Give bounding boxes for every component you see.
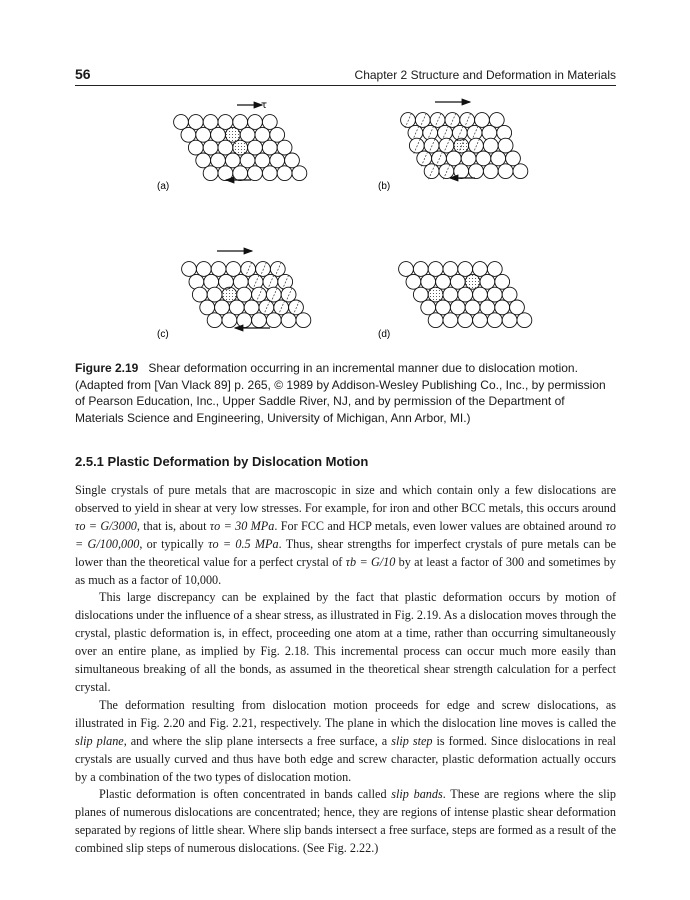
running-head: Chapter 2 Structure and Deformation in Materials bbox=[354, 68, 616, 82]
atom bbox=[469, 164, 484, 179]
atom bbox=[203, 115, 218, 130]
atom bbox=[248, 166, 263, 181]
atom bbox=[483, 164, 498, 179]
atom bbox=[406, 274, 421, 289]
paragraph-3: The deformation resulting from dislocation motion proceeds for edge and screw dislocations, as illustrated in Fig. 2.20 and Fig. 2.21, respectively. The plane in which the dislocation line moves is called the slip plane, and where the slip plane intersects a free surface, a slip step is formed. Since dislocations in real crystals are usually curved and thus have both edge and screw character, plastic deformation actually occurs by a combination of the two types of dislocation motion. bbox=[75, 697, 616, 784]
atom bbox=[196, 262, 211, 277]
atom bbox=[259, 300, 274, 315]
atom bbox=[475, 113, 490, 128]
atom bbox=[473, 262, 488, 277]
atom bbox=[241, 262, 256, 277]
atom bbox=[495, 300, 510, 315]
atom bbox=[473, 287, 488, 302]
atom bbox=[443, 313, 458, 328]
atom bbox=[483, 138, 498, 153]
atom bbox=[487, 262, 502, 277]
figure-credit: (Adapted from [Van Vlack 89] p. 265, © 1989 by Addison-Wesley Publishing Co., Inc., by permission of Pearson Education, Inc., Upper Saddle River, NJ, and by permission of the Department of Materials Science and Engineering, University of Michigan, Ann Arbor, MI.) bbox=[75, 377, 606, 425]
atom bbox=[274, 300, 289, 315]
atom bbox=[446, 151, 461, 166]
shear-deformation-diagram bbox=[75, 88, 616, 350]
atom bbox=[203, 166, 218, 181]
atom bbox=[196, 127, 211, 142]
atom bbox=[424, 164, 439, 179]
atom bbox=[211, 262, 226, 277]
atom bbox=[513, 164, 528, 179]
panel-label: (b) bbox=[378, 181, 391, 192]
atom bbox=[240, 153, 255, 168]
atom bbox=[439, 138, 454, 153]
atom bbox=[277, 166, 292, 181]
atom bbox=[458, 262, 473, 277]
atom bbox=[277, 140, 292, 155]
atom-lattice bbox=[174, 115, 307, 181]
atom bbox=[424, 138, 439, 153]
atom bbox=[244, 300, 259, 315]
atom bbox=[436, 300, 451, 315]
figure-2-19 bbox=[75, 88, 616, 350]
atom bbox=[252, 287, 267, 302]
atom bbox=[445, 113, 460, 128]
atom bbox=[491, 151, 506, 166]
atom bbox=[296, 313, 311, 328]
atom bbox=[465, 300, 480, 315]
atom bbox=[417, 151, 432, 166]
atom bbox=[256, 262, 271, 277]
atom bbox=[188, 115, 203, 130]
atom bbox=[458, 287, 473, 302]
atom bbox=[450, 300, 465, 315]
atom bbox=[415, 113, 430, 128]
atom bbox=[498, 138, 513, 153]
atom bbox=[439, 164, 454, 179]
atom bbox=[211, 153, 226, 168]
atom bbox=[498, 164, 513, 179]
atom bbox=[218, 166, 233, 181]
panel-a bbox=[157, 100, 307, 192]
atom bbox=[237, 287, 252, 302]
atom bbox=[517, 313, 532, 328]
atom bbox=[510, 300, 525, 315]
atom bbox=[270, 262, 285, 277]
atom bbox=[200, 300, 215, 315]
atom bbox=[266, 287, 281, 302]
atom bbox=[480, 300, 495, 315]
atom bbox=[222, 313, 237, 328]
atom bbox=[203, 140, 218, 155]
panel-b bbox=[378, 102, 528, 192]
atom bbox=[413, 262, 428, 277]
atom bbox=[181, 127, 196, 142]
atom bbox=[421, 274, 436, 289]
atom bbox=[432, 151, 447, 166]
atom bbox=[461, 151, 476, 166]
atom bbox=[443, 262, 458, 277]
atom-lattice bbox=[182, 261, 311, 328]
atom bbox=[252, 313, 267, 328]
atom bbox=[262, 115, 277, 130]
header-rule bbox=[75, 85, 616, 86]
dislocation-atom bbox=[428, 287, 443, 302]
atom bbox=[473, 313, 488, 328]
paragraph-4: Plastic deformation is often concentrated in bands called slip bands. These are regions where the slip planes of numerous dislocations are concentrated; hence, they are regions of intense plastic shear deformation separated by regions of little shear. Where slip bands intersect a free surface, steps are formed as a result of the combined slip steps of numerous dislocations. (See Fig. 2.22.) bbox=[75, 787, 616, 856]
figure-label: Figure 2.19 bbox=[75, 361, 139, 375]
atom bbox=[248, 115, 263, 130]
paragraph-1: Single crystals of pure metals that are macroscopic in size and which contain only a few dislocations are observed to yield in shear at very low stresses. For example, for iron and other BCC metals, this occurs around τo = G/3000, that is, about τo = 30 MPa. For FCC and HCP metals, even lower values are obtained around τo = G/100,000, or typically τo = 0.5 MPa. Thus, shear strengths for imperfect crystals of pure metals can be lower than the theoretical value for a perfect crystal of τb = G/10 by at least a factor of 300 and sometimes by as much as a factor of 10,000. bbox=[75, 483, 617, 587]
atom bbox=[270, 127, 285, 142]
atom bbox=[399, 262, 414, 277]
atom bbox=[421, 300, 436, 315]
atom bbox=[262, 140, 277, 155]
atom bbox=[281, 313, 296, 328]
atom bbox=[413, 287, 428, 302]
atom bbox=[211, 127, 226, 142]
atom bbox=[458, 313, 473, 328]
atom bbox=[192, 287, 207, 302]
atom bbox=[255, 127, 270, 142]
atom bbox=[218, 140, 233, 155]
figure-caption bbox=[75, 360, 616, 426]
panel-label: (c) bbox=[157, 329, 169, 340]
atom bbox=[182, 262, 197, 277]
dislocation-atom bbox=[225, 127, 240, 142]
atom bbox=[460, 113, 475, 128]
atom bbox=[502, 313, 517, 328]
panel-label: (d) bbox=[378, 329, 391, 340]
atom bbox=[218, 115, 233, 130]
atom bbox=[450, 274, 465, 289]
atom bbox=[430, 113, 445, 128]
atom bbox=[207, 313, 222, 328]
atom bbox=[292, 166, 307, 181]
atom bbox=[285, 153, 300, 168]
page-number: 56 bbox=[75, 66, 91, 82]
dislocation-atom bbox=[233, 140, 248, 155]
panel-label: (a) bbox=[157, 181, 170, 192]
atom bbox=[248, 140, 263, 155]
atom bbox=[229, 300, 244, 315]
stress-symbol: τ bbox=[261, 100, 268, 111]
atom bbox=[469, 138, 484, 153]
atom bbox=[270, 153, 285, 168]
atom bbox=[188, 140, 203, 155]
atom bbox=[436, 274, 451, 289]
atom bbox=[476, 151, 491, 166]
atom bbox=[266, 313, 281, 328]
atom bbox=[262, 166, 277, 181]
atom bbox=[174, 115, 189, 130]
body-text bbox=[75, 482, 616, 858]
atom bbox=[454, 164, 469, 179]
figure-title: Shear deformation occurring in an incremental manner due to dislocation motion. bbox=[148, 361, 578, 375]
atom bbox=[233, 166, 248, 181]
atom bbox=[289, 300, 304, 315]
atom bbox=[495, 274, 510, 289]
atom bbox=[240, 127, 255, 142]
panel-d bbox=[378, 262, 532, 340]
atom bbox=[480, 274, 495, 289]
atom bbox=[487, 313, 502, 328]
atom-lattice bbox=[399, 262, 532, 328]
atom bbox=[215, 300, 230, 315]
atom bbox=[401, 113, 416, 128]
atom bbox=[487, 287, 502, 302]
atom bbox=[255, 153, 270, 168]
atom bbox=[502, 287, 517, 302]
atom bbox=[233, 115, 248, 130]
atom bbox=[428, 313, 443, 328]
atom bbox=[409, 138, 424, 153]
atom bbox=[207, 287, 222, 302]
atom bbox=[196, 153, 211, 168]
section-heading: 2.5.1 Plastic Deformation by Dislocation Motion bbox=[75, 454, 369, 469]
dislocation-atom bbox=[465, 274, 480, 289]
atom bbox=[237, 313, 252, 328]
atom bbox=[443, 287, 458, 302]
atom bbox=[281, 287, 296, 302]
dislocation-atom bbox=[222, 287, 237, 302]
dislocation-atom bbox=[454, 138, 469, 153]
atom bbox=[225, 153, 240, 168]
paragraph-2: This large discrepancy can be explained by the fact that plastic deformation occurs by motion of dislocations under the influence of a shear stress, as illustrated in Fig. 2.19. As a dislocation moves through the crystal, plastic deformation is, in effect, proceeding one atom at a time, rather than occurring simultaneously over an entire plane, as implied by Fig. 2.18. This incremental process can occur much more easily than simultaneous breaking of all the bonds, as assumed in the theoretical shear strength calculation for a perfect crystal. bbox=[75, 590, 616, 694]
atom bbox=[428, 262, 443, 277]
atom-lattice bbox=[401, 112, 528, 179]
atom bbox=[506, 151, 521, 166]
atom bbox=[226, 262, 241, 277]
atom bbox=[489, 113, 504, 128]
panel-c bbox=[157, 251, 311, 340]
